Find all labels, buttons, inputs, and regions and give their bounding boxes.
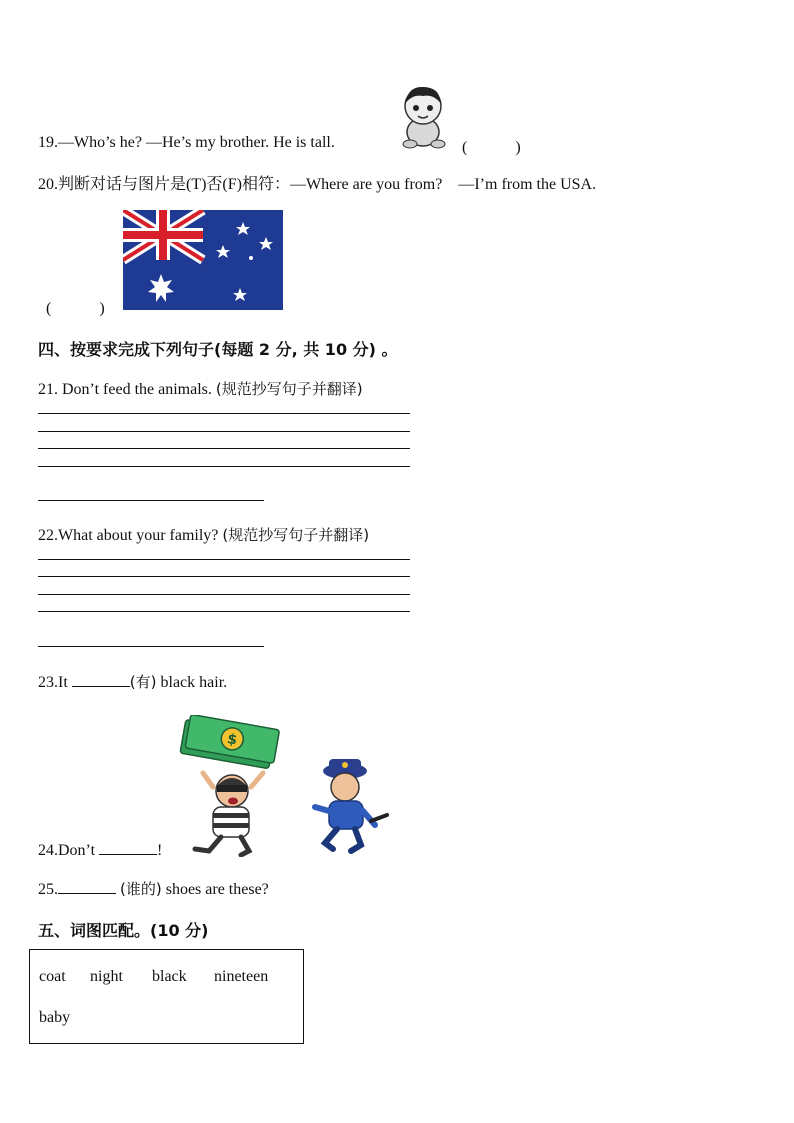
thief-and-police-illustration xyxy=(175,715,395,857)
writing-line[interactable] xyxy=(38,559,410,560)
writing-line[interactable] xyxy=(38,413,410,414)
translation-line[interactable] xyxy=(38,646,264,647)
question-24 xyxy=(38,840,162,860)
question-25-suffix: shoes are these? xyxy=(165,881,269,898)
question-22 xyxy=(38,524,369,545)
question-21 xyxy=(38,378,363,399)
question-23-prefix: 23.It xyxy=(38,674,68,691)
word-bank-item: nineteen xyxy=(214,968,269,985)
australia-flag-image xyxy=(123,210,283,310)
answer-blank-24[interactable] xyxy=(99,840,157,855)
writing-line[interactable] xyxy=(38,431,410,432)
question-22-instruction: (规范抄写句子并翻译) xyxy=(222,526,370,544)
writing-line[interactable] xyxy=(38,448,410,449)
question-25 xyxy=(38,878,269,899)
section-4-title: 四、按要求完成下列句子(每题 2 分, 共 10 分) 。 xyxy=(38,340,398,359)
question-21-instruction: (规范抄写句子并翻译) xyxy=(215,380,363,398)
answer-paren-19[interactable]: ( ) xyxy=(462,139,521,156)
word-bank-item: night xyxy=(90,968,123,985)
question-24-suffix: ! xyxy=(157,842,163,859)
question-23 xyxy=(38,671,227,692)
word-bank-item: black xyxy=(152,968,187,985)
question-24-prefix: 24.Don’t xyxy=(38,842,96,859)
question-22-text: 22.What about your family? xyxy=(38,527,219,544)
word-bank-item: coat xyxy=(39,968,66,985)
answer-paren-20[interactable]: ( ) xyxy=(46,300,105,317)
writing-line[interactable] xyxy=(38,594,410,595)
question-19-text: 19.—Who’s he? —He’s my brother. He is tall. xyxy=(38,134,335,151)
writing-line[interactable] xyxy=(38,576,410,577)
writing-line[interactable] xyxy=(38,466,410,467)
question-20-text: 20.判断对话与图片是(T)否(F)相符：—Where are you from? —I’m from the USA. xyxy=(38,176,597,193)
baby-illustration xyxy=(396,82,450,150)
section-5-title: 五、词图匹配。(10 分) xyxy=(38,921,209,940)
translation-line[interactable] xyxy=(38,500,264,501)
question-19 xyxy=(38,134,335,152)
svg-text:$: $ xyxy=(225,731,239,749)
writing-line[interactable] xyxy=(38,611,410,612)
question-21-text: 21. Don’t feed the animals. xyxy=(38,381,212,398)
answer-blank-25[interactable] xyxy=(58,879,116,894)
answer-blank-23[interactable] xyxy=(72,672,130,687)
question-25-hint: (谁的) xyxy=(120,880,162,898)
word-bank-item: baby xyxy=(39,1009,71,1026)
word-bank-box xyxy=(29,949,304,1044)
question-23-hint: (有) xyxy=(129,673,157,691)
question-25-prefix: 25. xyxy=(38,881,58,898)
question-23-suffix: black hair. xyxy=(160,674,228,691)
